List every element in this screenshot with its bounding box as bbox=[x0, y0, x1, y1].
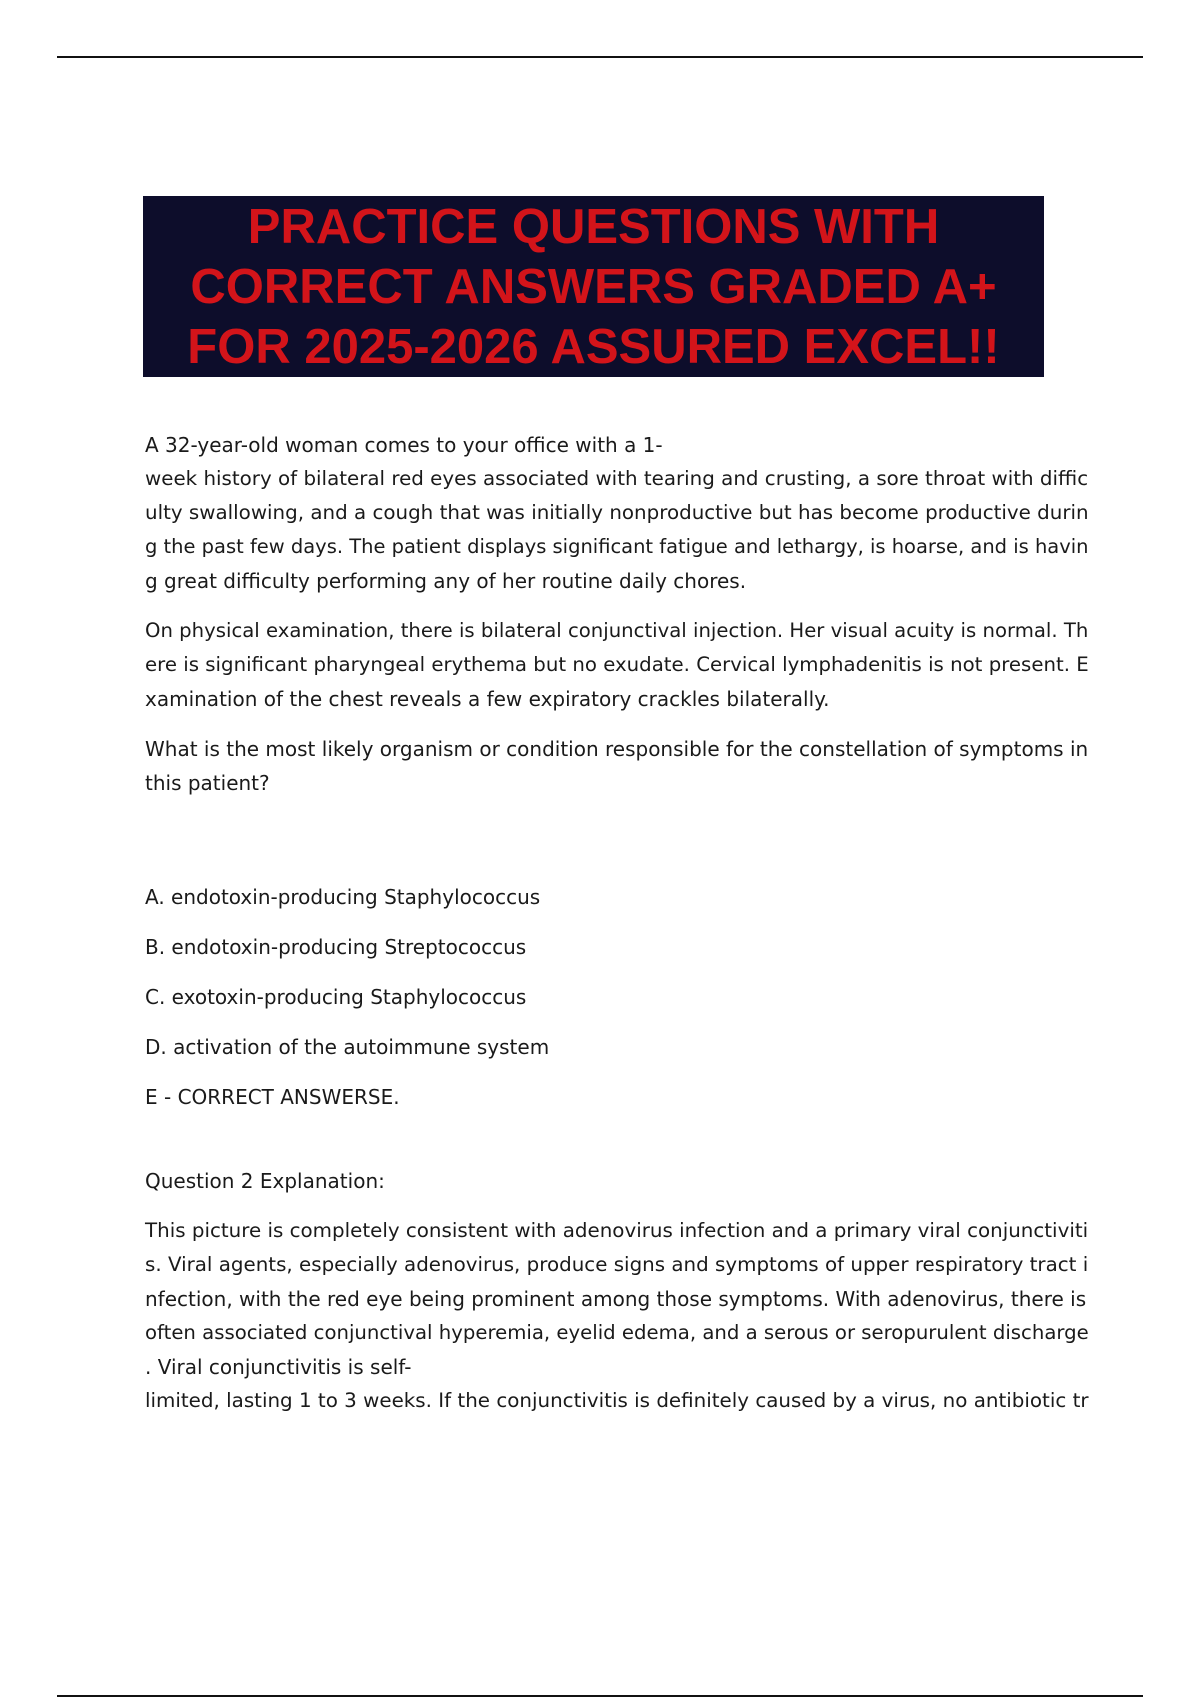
banner-line-2: CORRECT ANSWERS GRADED A+ bbox=[190, 259, 997, 314]
prompt-line: What is the most likely organism or condition responsible for the constellation of symptoms in bbox=[145, 737, 1089, 761]
exam-line: ere is significant pharyngeal erythema but no exudate. Cervical lymphadenitis is not present. E bbox=[145, 653, 1089, 676]
header-rule bbox=[57, 56, 1143, 58]
footer-rule bbox=[57, 1695, 1143, 1697]
banner-line-3: FOR 2025-2026 ASSURED EXCEL!! bbox=[187, 319, 1000, 374]
document-body bbox=[145, 428, 1089, 1418]
exam-findings bbox=[145, 614, 1089, 716]
option-c: C. exotoxin-producing Staphylococcus bbox=[145, 985, 527, 1009]
stem-line: ulty swallowing, and a cough that was initially nonproductive but has become productive durin bbox=[145, 501, 1089, 524]
stem-line: g the past few days. The patient displays significant fatigue and lethargy, is hoarse, and is havin bbox=[145, 535, 1089, 558]
explanation-line: nfection, with the red eye being prominent among those symptoms. With adenovirus, there is bbox=[145, 1287, 1087, 1311]
banner-line-1: PRACTICE QUESTIONS WITH bbox=[247, 199, 940, 254]
stem-line: A 32-year-old woman comes to your office with a 1- bbox=[145, 433, 663, 457]
title-banner bbox=[143, 196, 1044, 377]
exam-line: xamination of the chest reveals a few expiratory crackles bilaterally. bbox=[145, 687, 830, 711]
prompt-line: this patient? bbox=[145, 771, 270, 795]
stem-line: week history of bilateral red eyes associated with tearing and crusting, a sore throat with diffic bbox=[145, 467, 1089, 490]
explanation-line: . Viral conjunctivitis is self- bbox=[145, 1355, 412, 1379]
explanation-text bbox=[145, 1214, 1089, 1418]
explanation-heading: Question 2 Explanation: bbox=[145, 1169, 385, 1193]
option-e: E - CORRECT ANSWERSE. bbox=[145, 1085, 400, 1109]
option-b: B. endotoxin-producing Streptococcus bbox=[145, 935, 527, 959]
option-d: D. activation of the autoimmune system bbox=[145, 1035, 550, 1059]
option-a: A. endotoxin-producing Staphylococcus bbox=[145, 885, 541, 909]
explanation-line: often associated conjunctival hyperemia, eyelid edema, and a serous or seropurulent discharge bbox=[145, 1321, 1089, 1344]
answer-options bbox=[145, 880, 1089, 1114]
question-prompt bbox=[145, 732, 1089, 800]
explanation-line: limited, lasting 1 to 3 weeks. If the conjunctivitis is definitely caused by a virus, no antibiotic tr bbox=[145, 1389, 1089, 1412]
question-stem bbox=[145, 428, 1089, 598]
stem-line: g great difficulty performing any of her routine daily chores. bbox=[145, 569, 747, 593]
explanation-line: This picture is completely consistent with adenovirus infection and a primary viral conjunctiviti bbox=[145, 1219, 1089, 1242]
explanation-line: s. Viral agents, especially adenovirus, produce signs and symptoms of upper respiratory tract i bbox=[145, 1253, 1089, 1276]
exam-line: On physical examination, there is bilateral conjunctival injection. Her visual acuity is normal. Th bbox=[145, 619, 1089, 642]
